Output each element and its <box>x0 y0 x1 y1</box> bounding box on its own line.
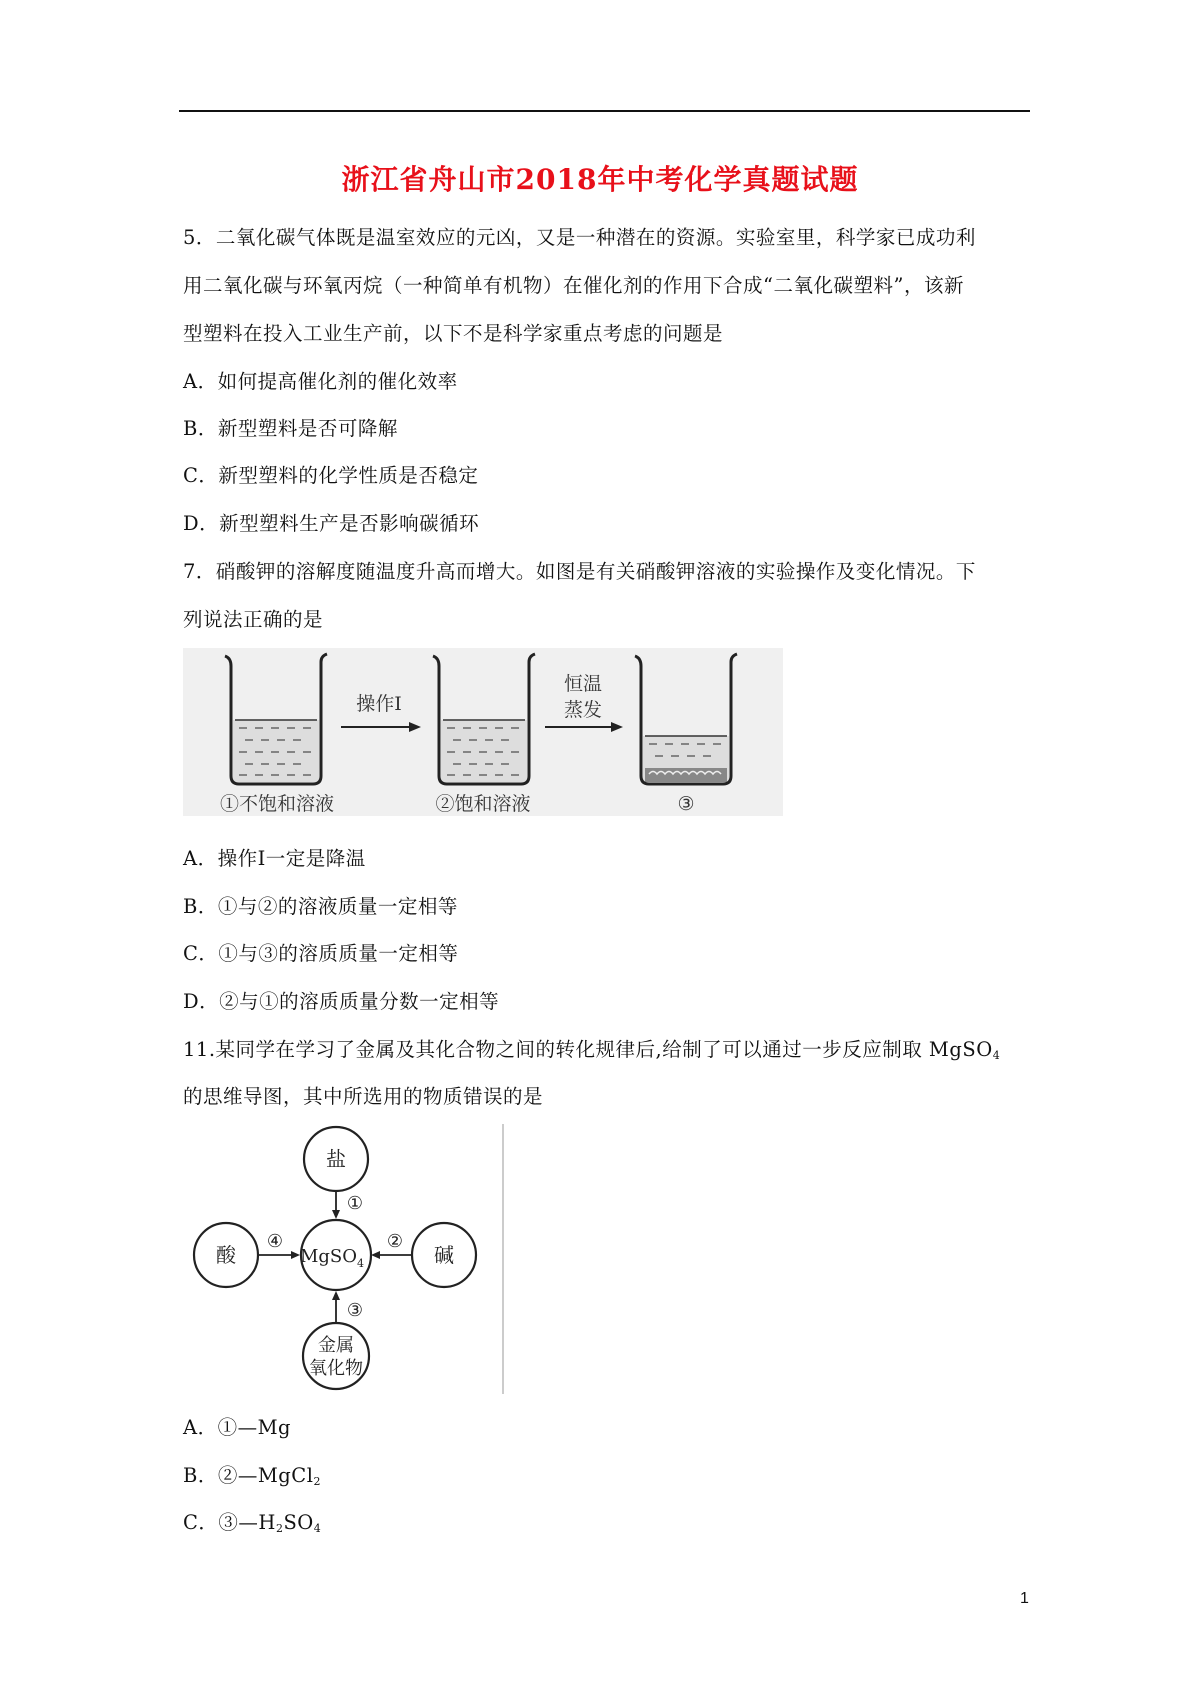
arrow-label-4: ④ <box>266 1231 284 1252</box>
q11-line-2: 的思维导图，其中所选用的物质错误的是 <box>183 1085 544 1108</box>
node-metal-oxide-label-1: 金属 <box>318 1335 354 1356</box>
q5-option-a: A．如何提高催化剂的催化效率 <box>183 370 458 393</box>
header-rule <box>179 110 1030 112</box>
page-title: 浙江省舟山市2018年中考化学真题试题 <box>341 163 859 196</box>
q5-line-3: 型塑料在投入工业生产前，以下不是科学家重点考虑的问题是 <box>183 322 724 345</box>
node-acid-label: 酸 <box>216 1243 236 1267</box>
arrow-label-1: ① <box>346 1193 364 1214</box>
q5-option-d: D．新型塑料生产是否影响碳循环 <box>183 512 480 535</box>
beaker-1-label: ①不饱和溶液 <box>219 793 335 815</box>
mind-map-figure <box>183 1124 508 1394</box>
q5-option-c: C．新型塑料的化学性质是否稳定 <box>183 464 479 487</box>
q11-option-c: C．$③—H_2SO_4$ <box>183 1511 322 1535</box>
node-base-label: 碱 <box>434 1243 454 1267</box>
q11-line-1: 11.某同学在学习了金属及其化合物之间的转化规律后,给制了可以通过一步反应制取 MgSO$_4$ <box>183 1038 1001 1062</box>
q7-option-d: D．②与①的溶质质量分数一定相等 <box>183 990 500 1013</box>
node-metal-oxide-label-2: 氧化物 <box>309 1358 363 1379</box>
node-metal-oxide <box>303 1323 369 1389</box>
arrow-operation-1 <box>341 693 421 732</box>
arrow-evaporation <box>545 673 623 732</box>
q7-line-1: 7．硝酸钾的溶解度随温度升高而增大。如图是有关硝酸钾溶液的实验操作及变化情况。下 <box>183 560 976 583</box>
node-salt-label: 盐 <box>326 1147 346 1171</box>
arrow-2-label-bottom: 蒸发 <box>563 699 603 721</box>
q7-option-c: C．①与③的溶质质量一定相等 <box>183 942 459 965</box>
arrow-label-3: ③ <box>346 1300 364 1321</box>
beaker-2 <box>433 654 535 784</box>
beaker-3 <box>635 654 737 784</box>
beaker-2-label: ②饱和溶液 <box>435 793 531 815</box>
beaker-figure <box>183 648 783 816</box>
arrow-label-2: ② <box>386 1231 404 1252</box>
q11-option-b: B．②—MgCl$_2$ <box>183 1464 321 1488</box>
q5-option-b: B．新型塑料是否可降解 <box>183 417 398 440</box>
q7-option-a: A．操作Ⅰ一定是降温 <box>183 847 366 870</box>
node-mgso4-label: MgSO$_4$ <box>299 1246 365 1270</box>
beaker-3-label: ③ <box>677 793 695 815</box>
arrow-1-label: 操作Ⅰ <box>356 693 402 715</box>
q5-line-2: 用二氧化碳与环氧丙烷（一种简单有机物）在催化剂的作用下合成“二氧化碳塑料”，该新 <box>183 274 964 297</box>
q5-line-1: 5．二氧化碳气体既是温室效应的元凶，又是一种潜在的资源。实验室里，科学家已成功利 <box>183 226 976 249</box>
arrow-2-label-top: 恒温 <box>563 673 603 695</box>
page-number: 1 <box>1020 1590 1029 1607</box>
q7-line-2: 列说法正确的是 <box>183 608 324 631</box>
q11-option-a: A．①—Mg <box>183 1416 292 1439</box>
q7-option-b: B．①与②的溶液质量一定相等 <box>183 895 458 918</box>
beaker-1 <box>225 654 327 784</box>
